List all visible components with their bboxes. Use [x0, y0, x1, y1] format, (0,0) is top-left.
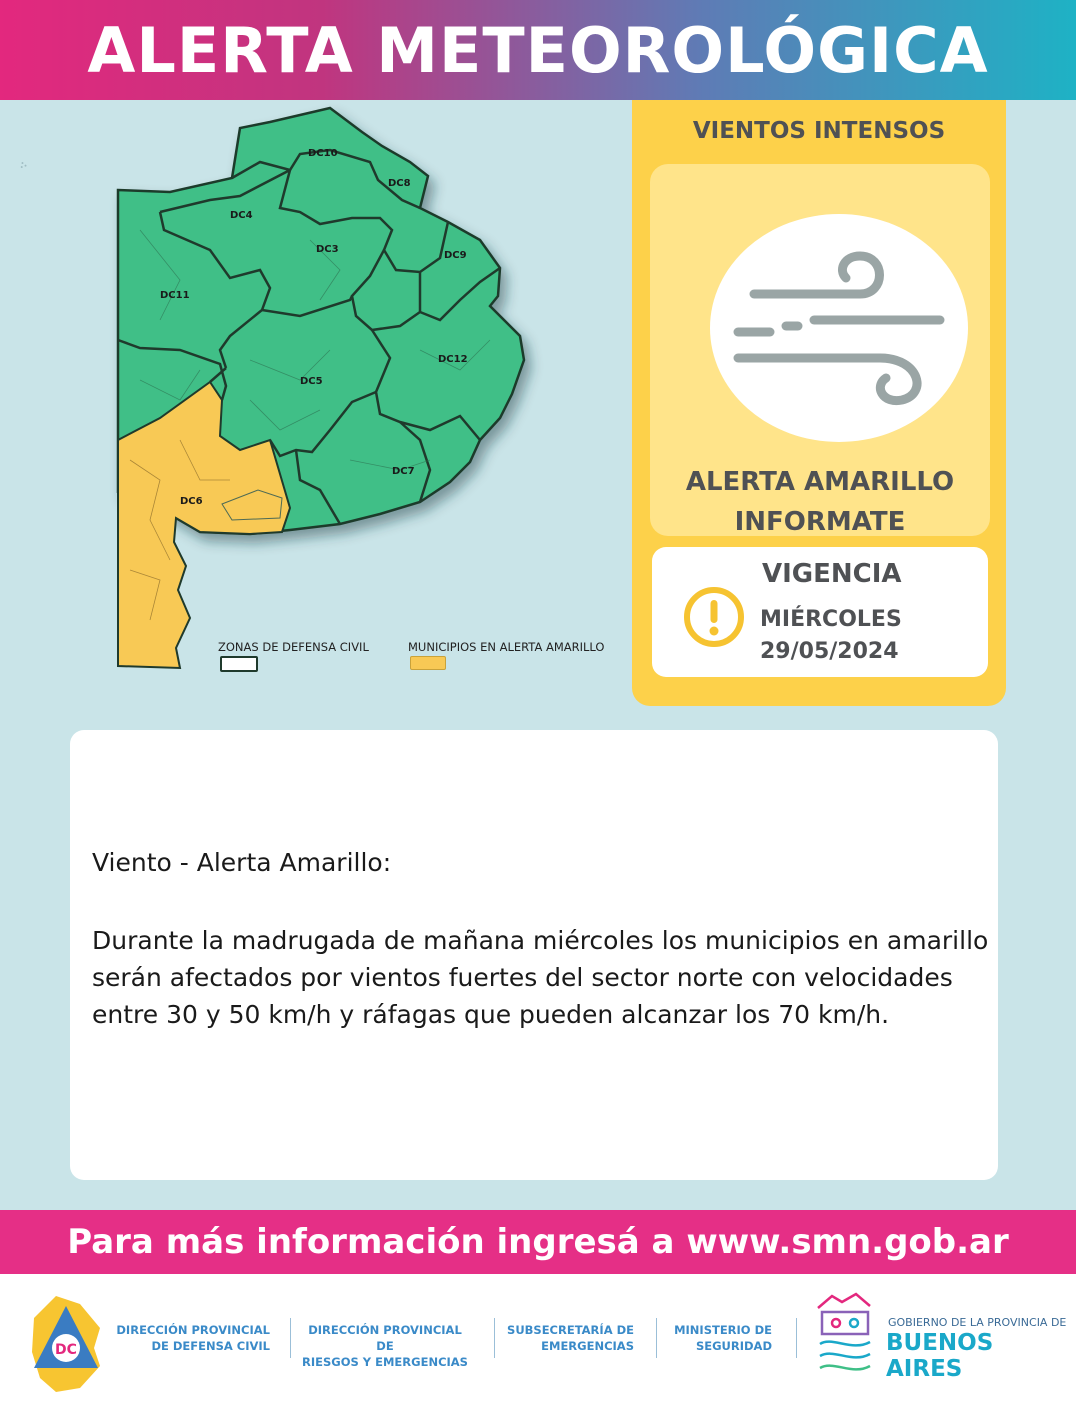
wind-icon-circle: [710, 214, 968, 442]
zone-label-dc3: DC3: [316, 244, 339, 255]
legend-zones-label: ZONAS DE DEFENSA CIVIL: [218, 640, 369, 654]
page-title: ALERTA METEOROLÓGICA: [87, 13, 989, 87]
buenos-aires-logo-icon: [812, 1288, 878, 1388]
watermark-logo: ⛬: [18, 159, 28, 171]
vigencia-day: MIÉRCOLES: [760, 607, 902, 632]
alert-level-line2: INFORMATE: [734, 507, 906, 537]
zone-label-dc5: DC5: [300, 376, 323, 387]
org-ministerio: MINISTERIO DE SEGURIDAD: [674, 1323, 772, 1353]
zone-label-dc10: DC10: [308, 148, 338, 159]
footer-logos: [0, 1274, 1076, 1406]
alert-level-card: [650, 164, 990, 536]
more-info-text: Para más información ingresá a www.smn.gob.ar: [67, 1222, 1009, 1262]
gov-subtitle: GOBIERNO DE LA PROVINCIA DE: [888, 1316, 1067, 1329]
alert-level-line1: ALERTA AMARILLO: [685, 467, 955, 497]
org-riesgos: DIRECCIÓN PROVINCIAL DE RIESGOS Y EMERGENCIAS: [302, 1323, 468, 1369]
alert-level-text: [650, 462, 990, 542]
alert-panel: [632, 100, 1006, 706]
legend-zones-swatch: [220, 656, 258, 672]
zone-label-dc6: DC6: [180, 496, 203, 507]
more-info-band: [0, 1210, 1076, 1274]
divider: [290, 1318, 291, 1358]
info-heading: Viento - Alerta Amarillo:: [92, 848, 392, 877]
exclamation-icon: [682, 585, 746, 649]
gov-title: BUENOS AIRES: [886, 1330, 994, 1382]
info-body: Durante la madrugada de mañana miércoles los municipios en amarillo serán afectados por vientos fuertes del sector norte con velocidades entre 30 y 50 km/h y ráfagas que pueden alcanzar los 70 km/h.: [92, 926, 989, 1029]
info-card: [70, 730, 998, 1180]
zone-label-dc9: DC9: [444, 250, 467, 261]
legend-municipios-swatch: [410, 656, 446, 670]
header-banner: [0, 0, 1076, 100]
vigencia-date: 29/05/2024: [760, 639, 899, 664]
zone-label-dc7: DC7: [392, 466, 415, 477]
phenomenon-title: VIENTOS INTENSOS: [692, 118, 946, 144]
vigencia-title: VIGENCIA: [762, 559, 902, 589]
zone-label-dc8: DC8: [388, 178, 411, 189]
divider: [796, 1318, 797, 1358]
divider: [656, 1318, 657, 1358]
alert-map: [0, 100, 630, 710]
province-map: [0, 100, 630, 710]
zone-label-dc12: DC12: [438, 354, 468, 365]
vigencia-card: [652, 547, 988, 677]
wind-icon: [710, 214, 968, 442]
org-defensa-civil: DIRECCIÓN PROVINCIAL DE DEFENSA CIVIL: [116, 1323, 270, 1353]
dc-logo-text: DC: [55, 1342, 77, 1358]
legend-municipios-label: MUNICIPIOS EN ALERTA AMARILLO: [408, 640, 605, 654]
zone-label-dc4: DC4: [230, 210, 253, 221]
zone-label-dc11: DC11: [160, 290, 190, 301]
divider: [494, 1318, 495, 1358]
org-subsecretaria: SUBSECRETARÍA DE EMERGENCIAS: [507, 1323, 634, 1353]
defensa-civil-logo: [26, 1288, 106, 1398]
